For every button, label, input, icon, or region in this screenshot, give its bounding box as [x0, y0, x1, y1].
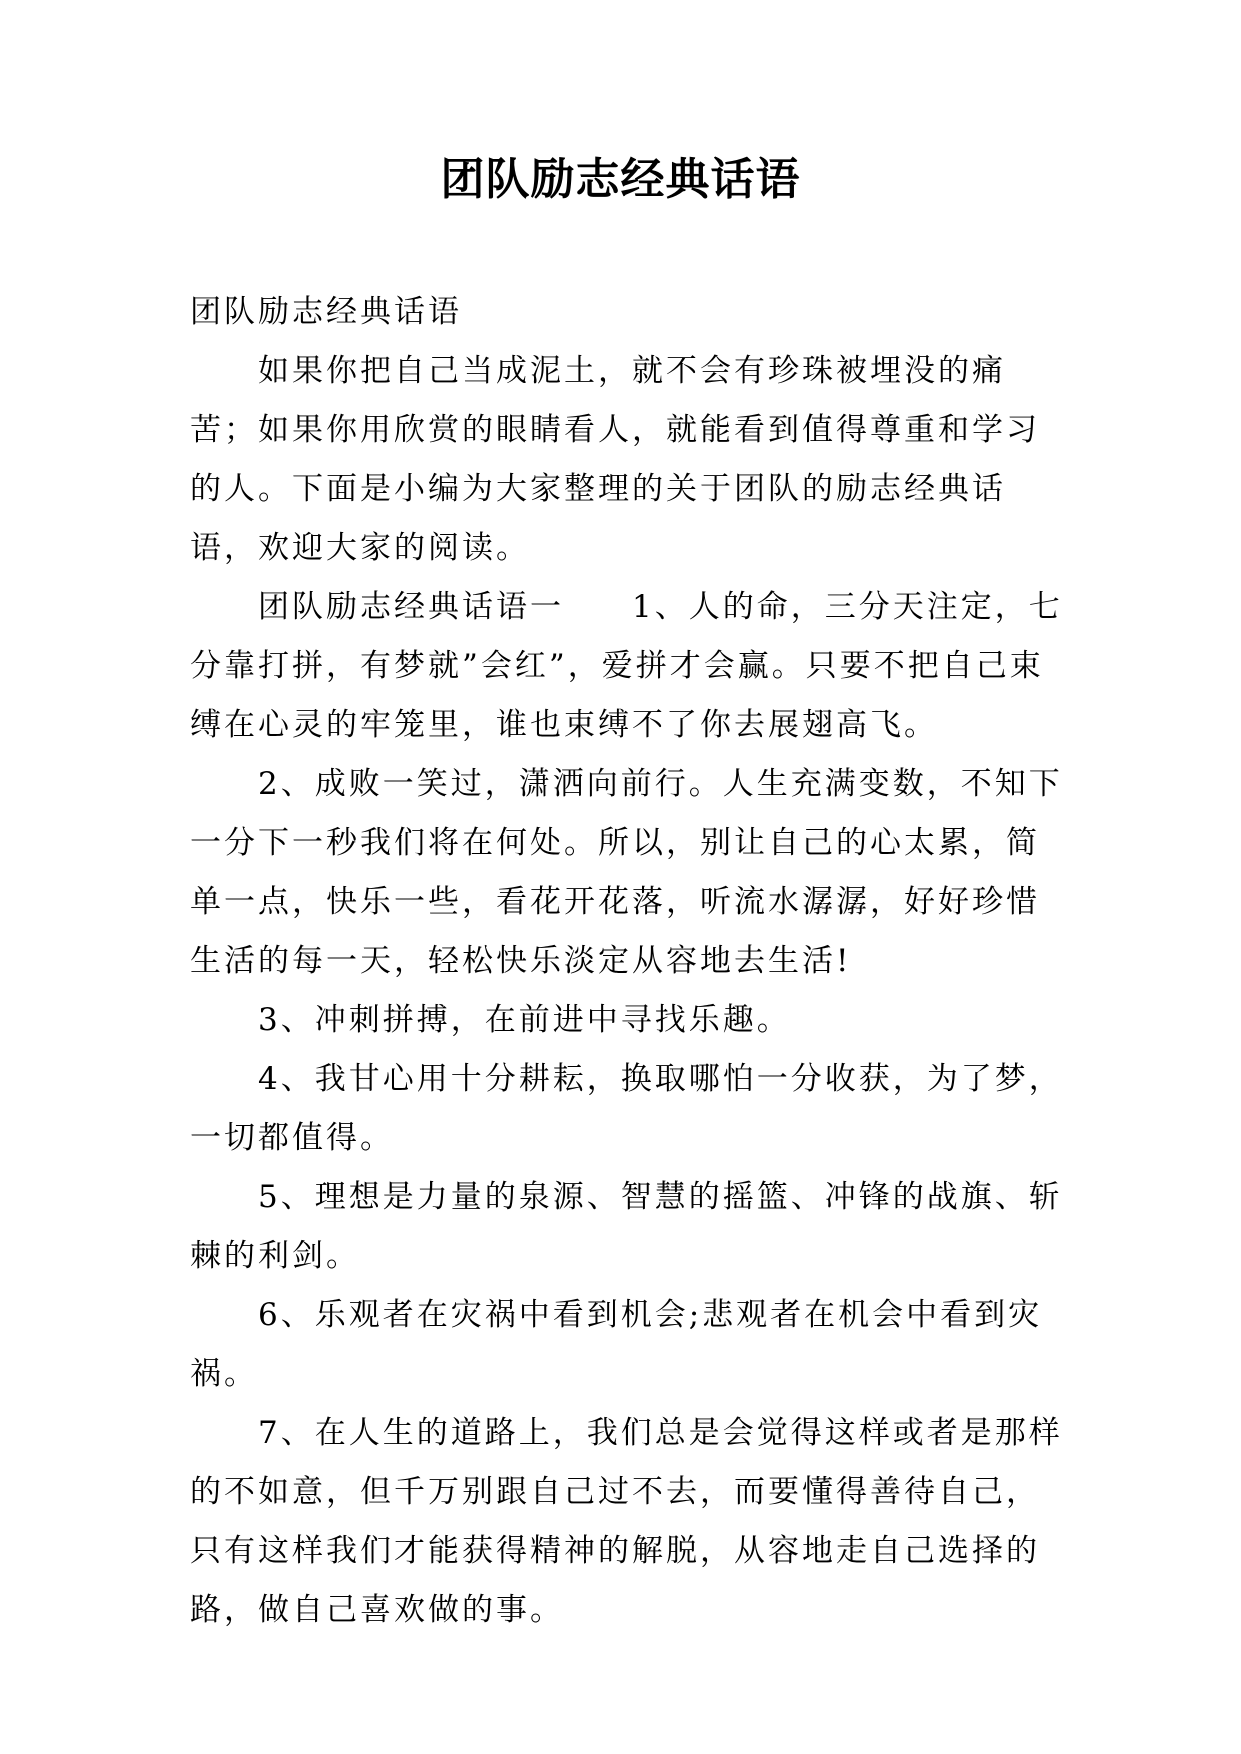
document-body — [190, 283, 1070, 1640]
quote-paragraph-6: 6、乐观者在灾祸中看到机会;悲观者在机会中看到灾祸。 — [190, 1297, 1043, 1392]
quote-paragraph-2: 2、成败一笑过，潇洒向前行。人生充满变数，不知下一分下一秒我们将在何处。所以，别让自己的心太累，简单一点，快乐一些，看花开花落，听流水潺潺，好好珍惜生活的每一天，轻松快乐淡定从容地去生活! — [190, 766, 1063, 979]
quote-paragraph-4: 4、我甘心用十分耕耘，换取哪怕一分收获，为了梦，一切都值得。 — [190, 1061, 1063, 1156]
section-heading: 团队励志经典话语 — [190, 294, 462, 330]
quote-paragraph-7: 7、在人生的道路上，我们总是会觉得这样或者是那样的不如意，但千万别跟自己过不去，而要懂得善待自己，只有这样我们才能获得精神的解脱，从容地走自己选择的路，做自己喜欢做的事。 — [190, 1415, 1063, 1628]
intro-paragraph: 如果你把自己当成泥土，就不会有珍珠被埋没的痛苦；如果你用欣赏的眼睛看人，就能看到值得尊重和学习的人。下面是小编为大家整理的关于团队的励志经典话语，欢迎大家的阅读。 — [190, 353, 1040, 566]
document-title: 团队励志经典话语 — [440, 154, 801, 205]
quote-paragraph-3: 3、冲刺拼搏，在前进中寻找乐趣。 — [258, 1002, 791, 1038]
quote-paragraph-1: 团队励志经典话语一 1、人的命，三分天注定，七分靠打拼，有梦就”会红”，爱拼才会赢。只要不把自己束缚在心灵的牢笼里，谁也束缚不了你去展翅高飞。 — [190, 589, 1063, 743]
quote-paragraph-5: 5、理想是力量的泉源、智慧的摇篮、冲锋的战旗、斩棘的利剑。 — [190, 1179, 1063, 1274]
